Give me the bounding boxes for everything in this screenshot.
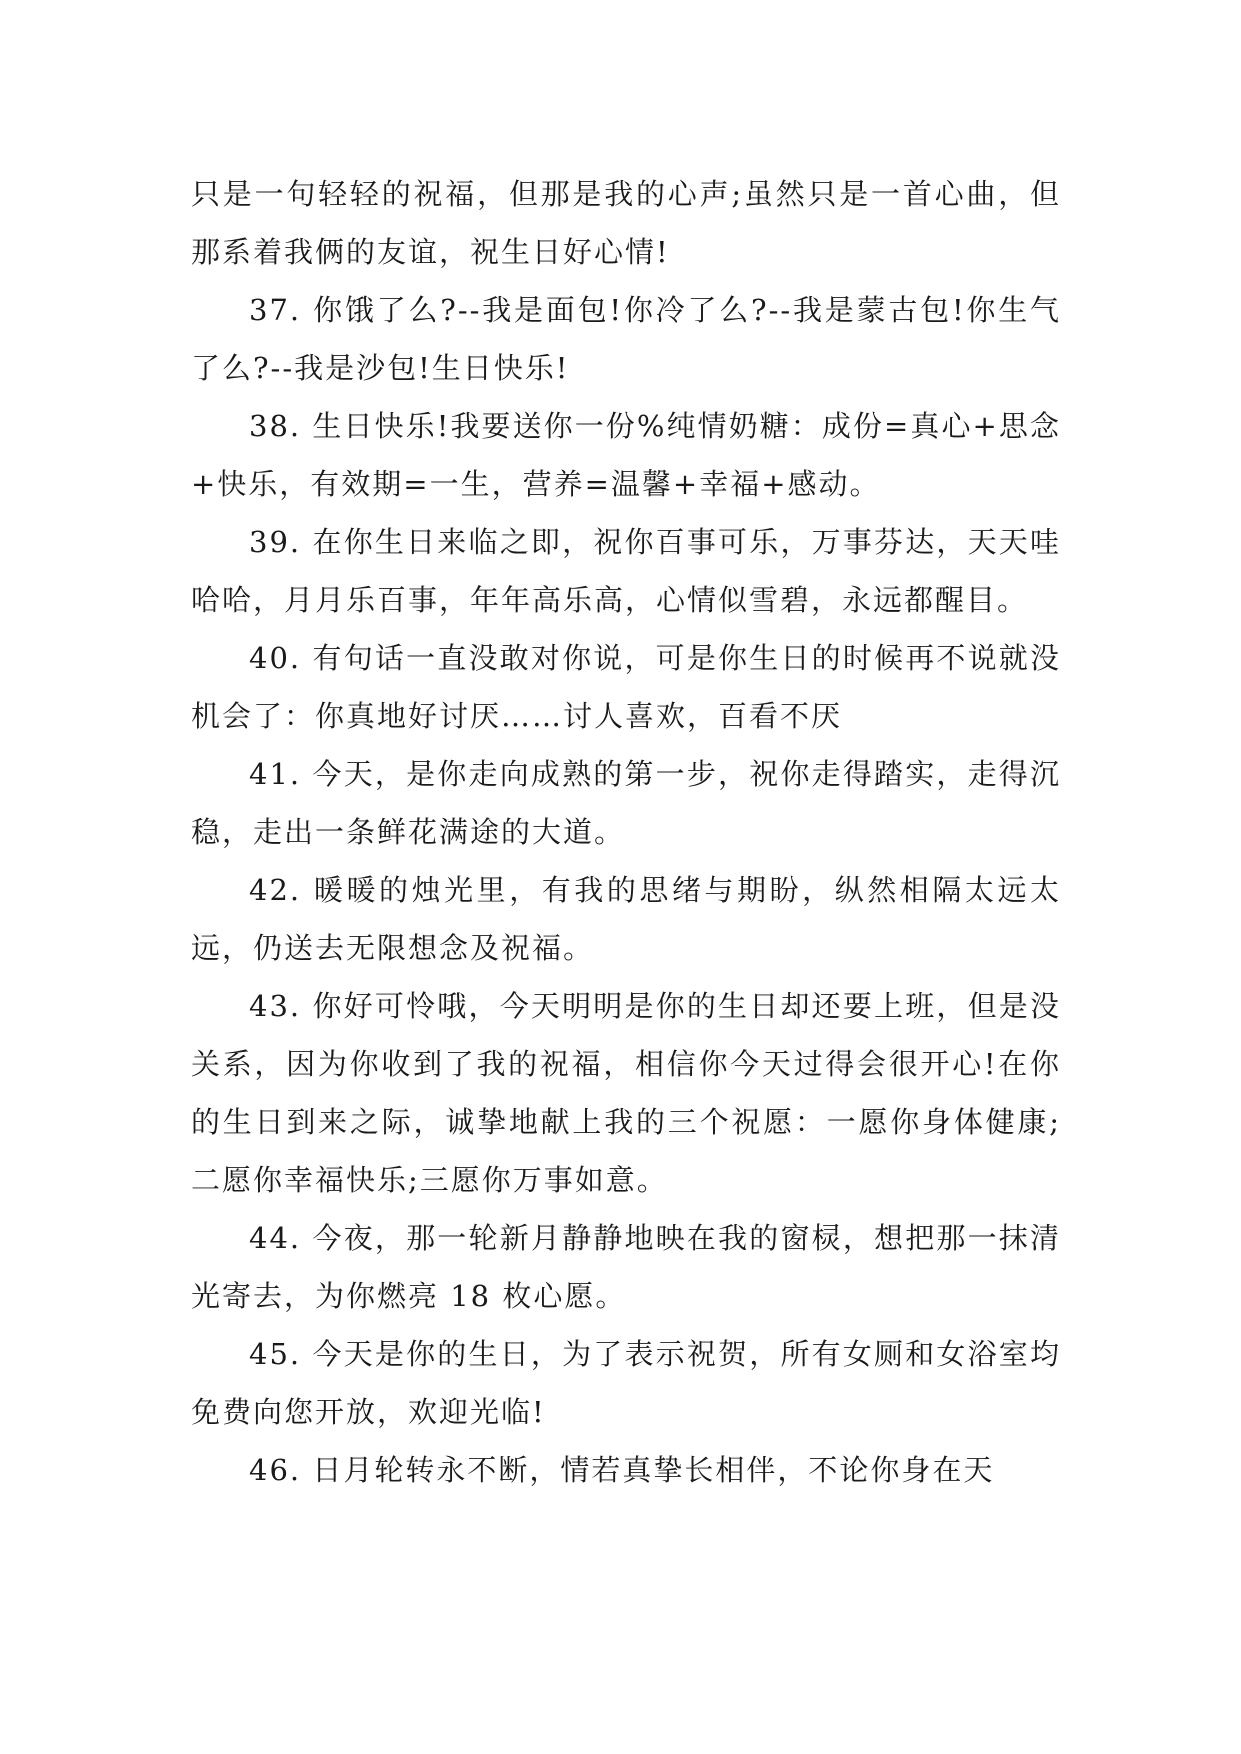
paragraph-45: 45. 今天是你的生日，为了表示祝贺，所有女厕和女浴室均免费向您开放，欢迎光临! (191, 1337, 1061, 1429)
paragraph-39: 39. 在你生日来临之即，祝你百事可乐，万事芬达，天天哇哈哈，月月乐百事，年年高乐高，心情似雪碧，永远都醒目。 (191, 525, 1061, 617)
paragraph-43: 43. 你好可怜哦，今天明明是你的生日却还要上班，但是没关系，因为你收到了我的祝福，相信你今天过得会很开心!在你的生日到来之际，诚挚地献上我的三个祝愿：一愿你身体健康;二愿你幸福快乐;三愿你万事如意。 (191, 989, 1061, 1197)
paragraph-46: 46. 日月轮转永不断，情若真挚长相伴，不论你身在天 (249, 1453, 995, 1487)
paragraph-intro: 只是一句轻轻的祝福，但那是我的心声;虽然只是一首心曲，但那系着我俩的友谊，祝生日好心情! (191, 177, 1061, 269)
paragraph-42: 42. 暖暖的烛光里，有我的思绪与期盼，纵然相隔太远太远，仍送去无限想念及祝福。 (191, 873, 1061, 965)
paragraph-38: 38. 生日快乐!我要送你一份%纯情奶糖：成份=真心+思念+快乐，有效期=一生，营养=温馨+幸福+感动。 (191, 409, 1061, 501)
paragraph-37: 37. 你饿了么?--我是面包!你冷了么?--我是蒙古包!你生气了么?--我是沙包!生日快乐! (191, 293, 1061, 385)
paragraph-40: 40. 有句话一直没敢对你说，可是你生日的时候再不说就没机会了：你真地好讨厌……讨人喜欢，百看不厌 (191, 641, 1061, 733)
paragraph-41: 41. 今天，是你走向成熟的第一步，祝你走得踏实，走得沉稳，走出一条鲜花满途的大道。 (191, 757, 1061, 849)
document-body (191, 165, 1061, 1499)
paragraph-44: 44. 今夜，那一轮新月静静地映在我的窗棂，想把那一抹清光寄去，为你燃亮 18 枚心愿。 (191, 1221, 1061, 1313)
